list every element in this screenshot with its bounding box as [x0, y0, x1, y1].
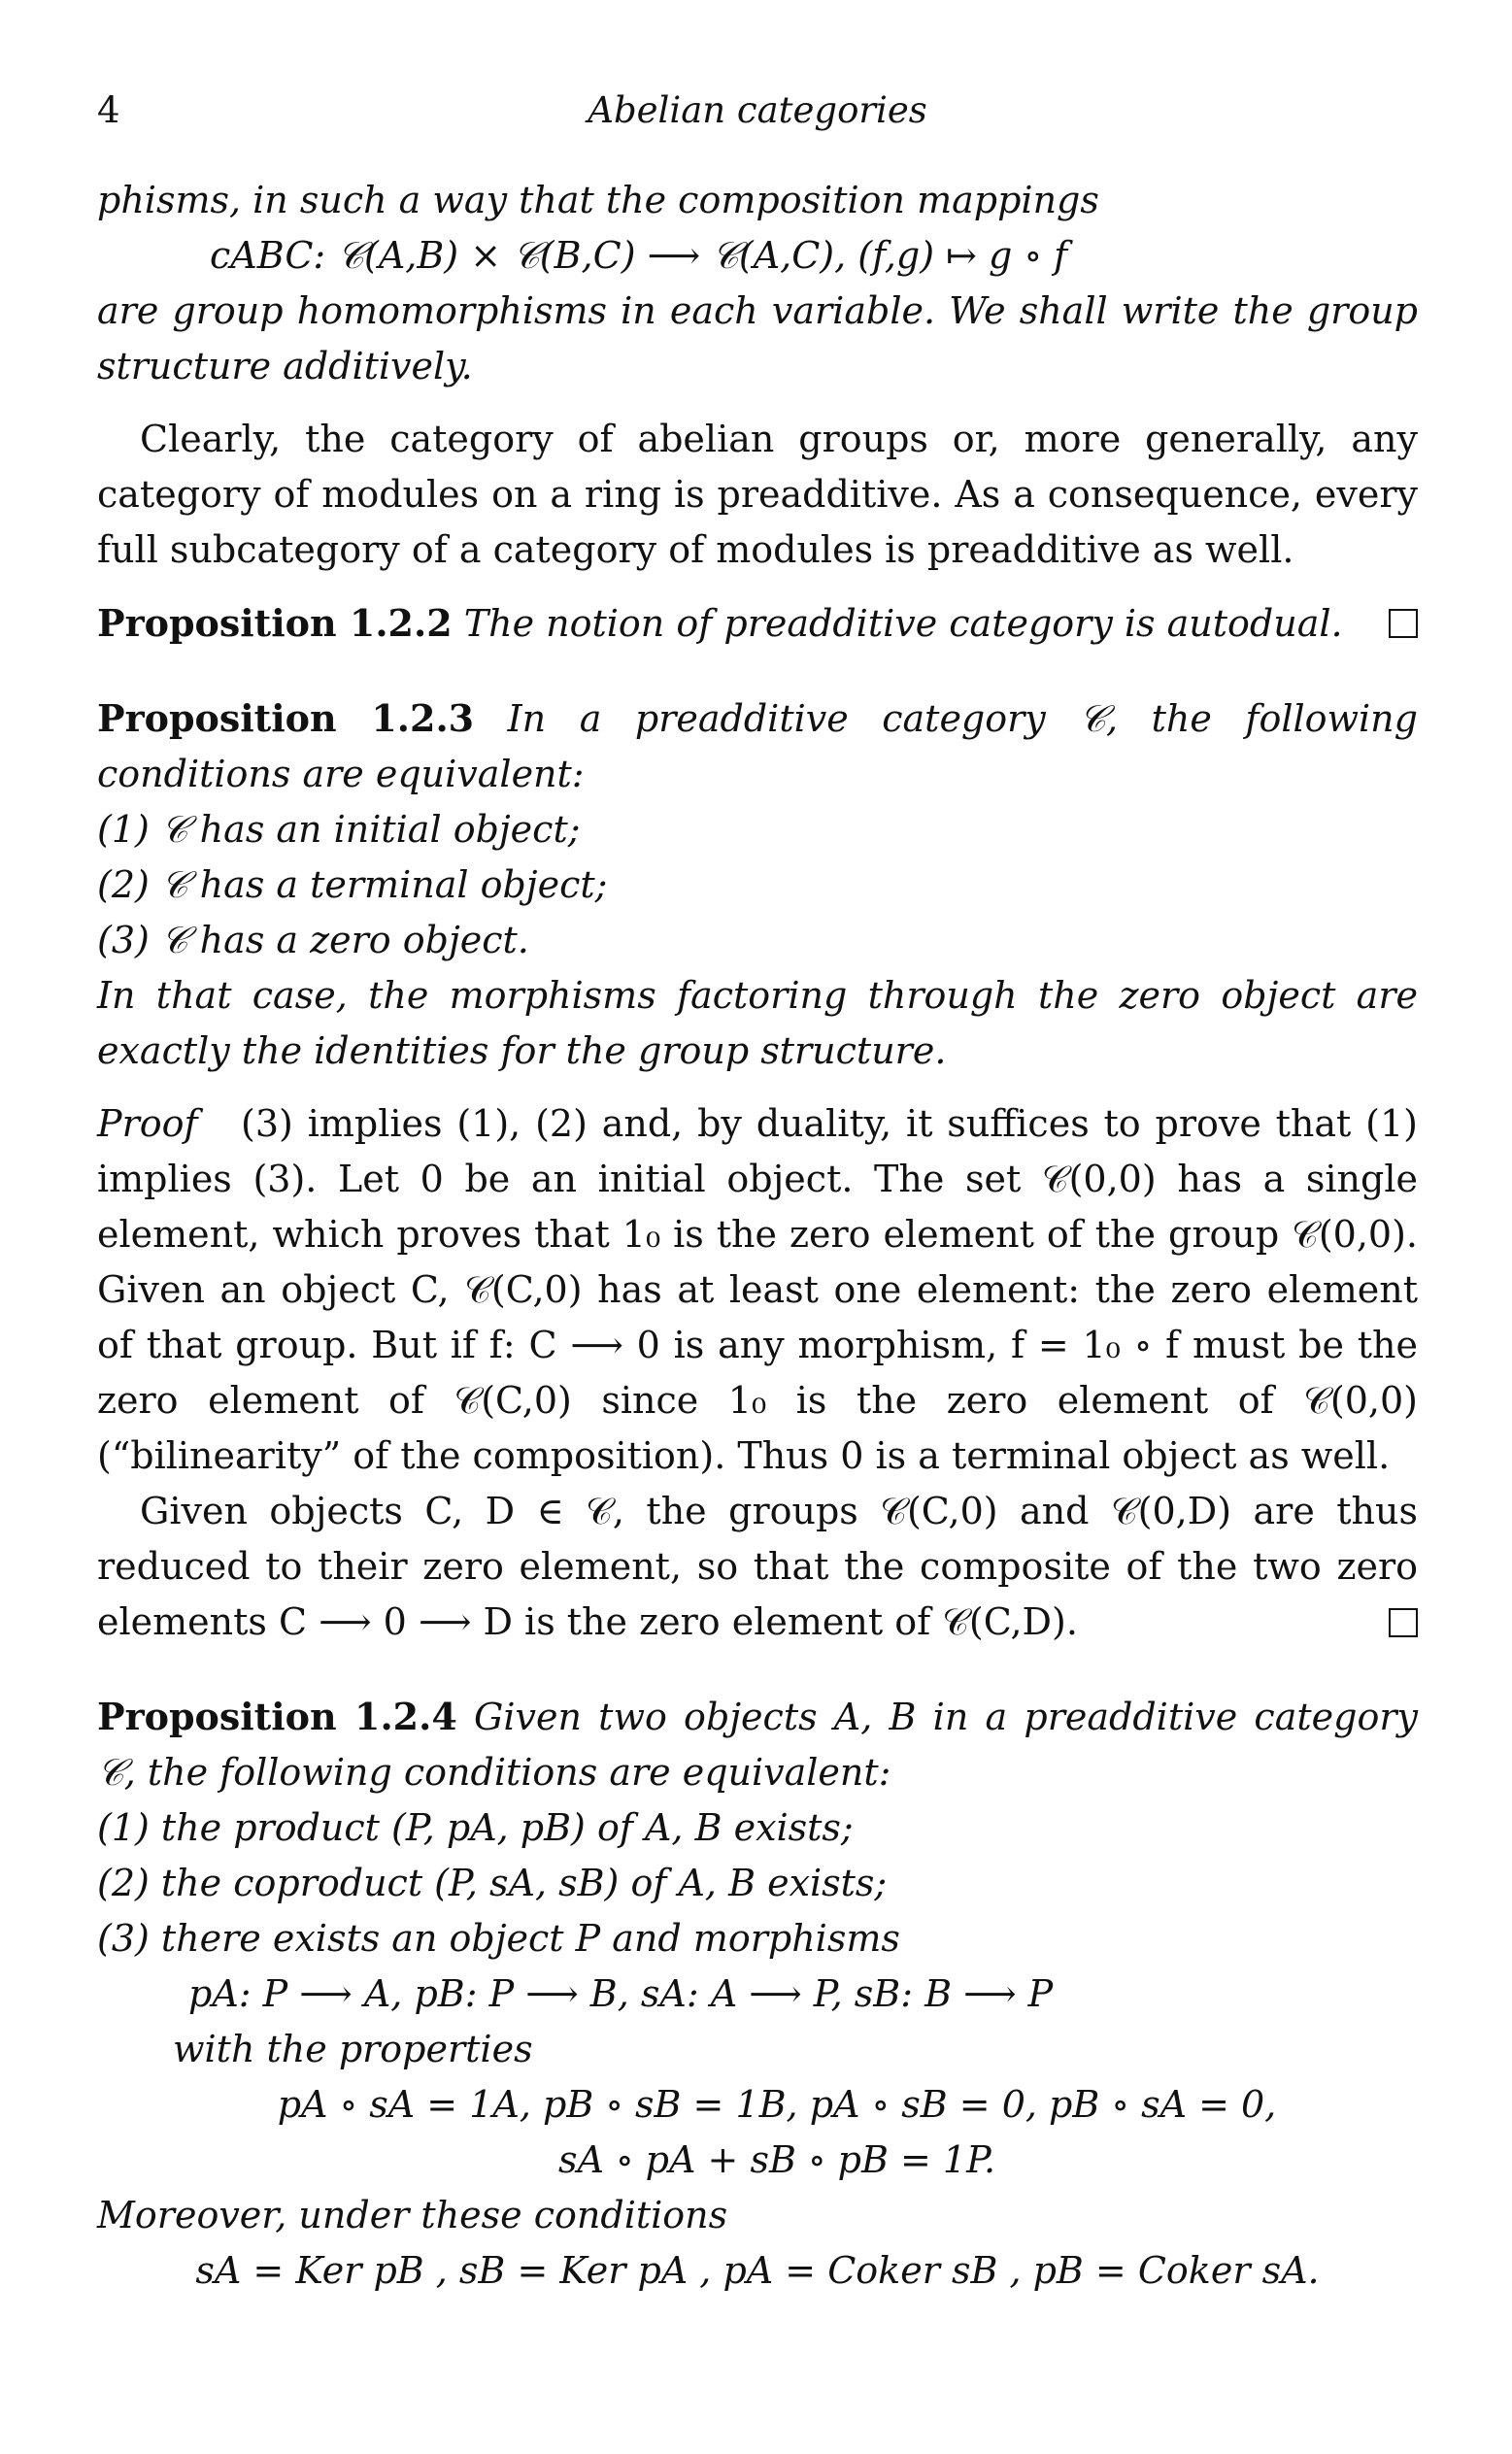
display-identity-sum: sA ∘ pA + sB ∘ pB = 1P. [557, 2138, 996, 2181]
qed-box-icon [1389, 1608, 1418, 1637]
qed-box-icon [1389, 609, 1418, 638]
page-number: 4 [97, 89, 120, 131]
list-item: (3) 𝒞 has a zero object. [97, 919, 529, 961]
proposition-1-2-2-statement: The notion of preadditive category is autodual. [463, 602, 1343, 645]
paragraph-group-homomorphisms: are group homomorphisms in each variable. We shall write the group structure additively. [97, 289, 1418, 387]
list-item: (3) there exists an object P and morphisms [97, 1917, 900, 1960]
proof-text-2: Given objects C, D ∈ 𝒞, the groups 𝒞(C,0) and 𝒞(0,D) are thus reduced to their zero element, so that the composite of the two zero elements C ⟶ 0 ⟶ D is the zero element of 𝒞(C,D). [97, 1490, 1418, 1643]
proof-paragraph-2 [97, 1484, 1418, 1650]
display-properties: pA ∘ sA = 1A, pB ∘ sB = 1B, pA ∘ sB = 0, pB ∘ sA = 0, [277, 2083, 1277, 2126]
with-properties-text: with the properties [173, 2028, 533, 2070]
running-title: Abelian categories [588, 89, 927, 131]
proposition-1-2-3 [97, 690, 1418, 802]
proof-paragraph [97, 1096, 1418, 1484]
proposition-1-2-2-label: Proposition 1.2.2 [97, 601, 453, 645]
display-composition-mapping: cABC: 𝒞(A,B) × 𝒞(B,C) ⟶ 𝒞(A,C), (f,g) ↦ g ∘ f [210, 234, 1068, 277]
list-item: (1) the product (P, pA, pB) of A, B exists; [97, 1806, 854, 1849]
proposition-1-2-2 [97, 595, 1418, 652]
proposition-1-2-3-statement: In a preadditive category 𝒞, the following conditions are equivalent: [97, 697, 1418, 795]
list-item: (2) the coproduct (P, sA, sB) of A, B exists; [97, 1862, 888, 1904]
page-body [97, 173, 1418, 2299]
proposition-1-2-4 [97, 1689, 1418, 1800]
display-kernels-cokernels: sA = Ker pB , sB = Ker pA , pA = Coker sB , pB = Coker sA. [195, 2249, 1320, 2292]
list-item: (2) 𝒞 has a terminal object; [97, 863, 608, 906]
proposition-1-2-3-tail: In that case, the morphisms factoring through the zero object are exactly the identities for the group structure. [97, 974, 1418, 1072]
list-item: (1) 𝒞 has an initial object; [97, 808, 581, 851]
proposition-1-2-3-label: Proposition 1.2.3 [97, 696, 475, 740]
proposition-1-2-4-label: Proposition 1.2.4 [97, 1695, 457, 1738]
display-projections-injections: pA: P ⟶ A, pB: P ⟶ B, sA: A ⟶ P, sB: B ⟶ P [188, 1972, 1054, 2015]
paragraph-preadditive-examples: Clearly, the category of abelian groups or, more generally, any category of modules on a ring is preadditive. As a consequence, every full subcategory of a category of modules is preadditive as well. [97, 418, 1418, 571]
paragraph-continuation: phisms, in such a way that the composition mappings [97, 179, 1099, 221]
proposition-1-2-4-statement: Given two objects A, B in a preadditive category 𝒞, the following conditions are equivalent: [97, 1696, 1418, 1794]
proof-label: Proof [97, 1102, 198, 1145]
moreover-text: Moreover, under these conditions [97, 2194, 728, 2236]
proof-text: (3) implies (1), (2) and, by duality, it suffices to prove that (1) implies (3). Let 0 be an initial object. The set 𝒞(0,0) has a single element, which proves that 1₀ is the zero element of the group 𝒞(0,0). Given an object C, 𝒞(C,0) has at least one element: the zero element of that group. But if f: C ⟶ 0 is any morphism, f = 1₀ ∘ f must be the zero element of 𝒞(C,0) since 1₀ is the zero element of 𝒞(0,0) (“bilinearity” of the composition). Thus 0 is a terminal object as well. [97, 1102, 1418, 1477]
page-header [97, 89, 1418, 138]
